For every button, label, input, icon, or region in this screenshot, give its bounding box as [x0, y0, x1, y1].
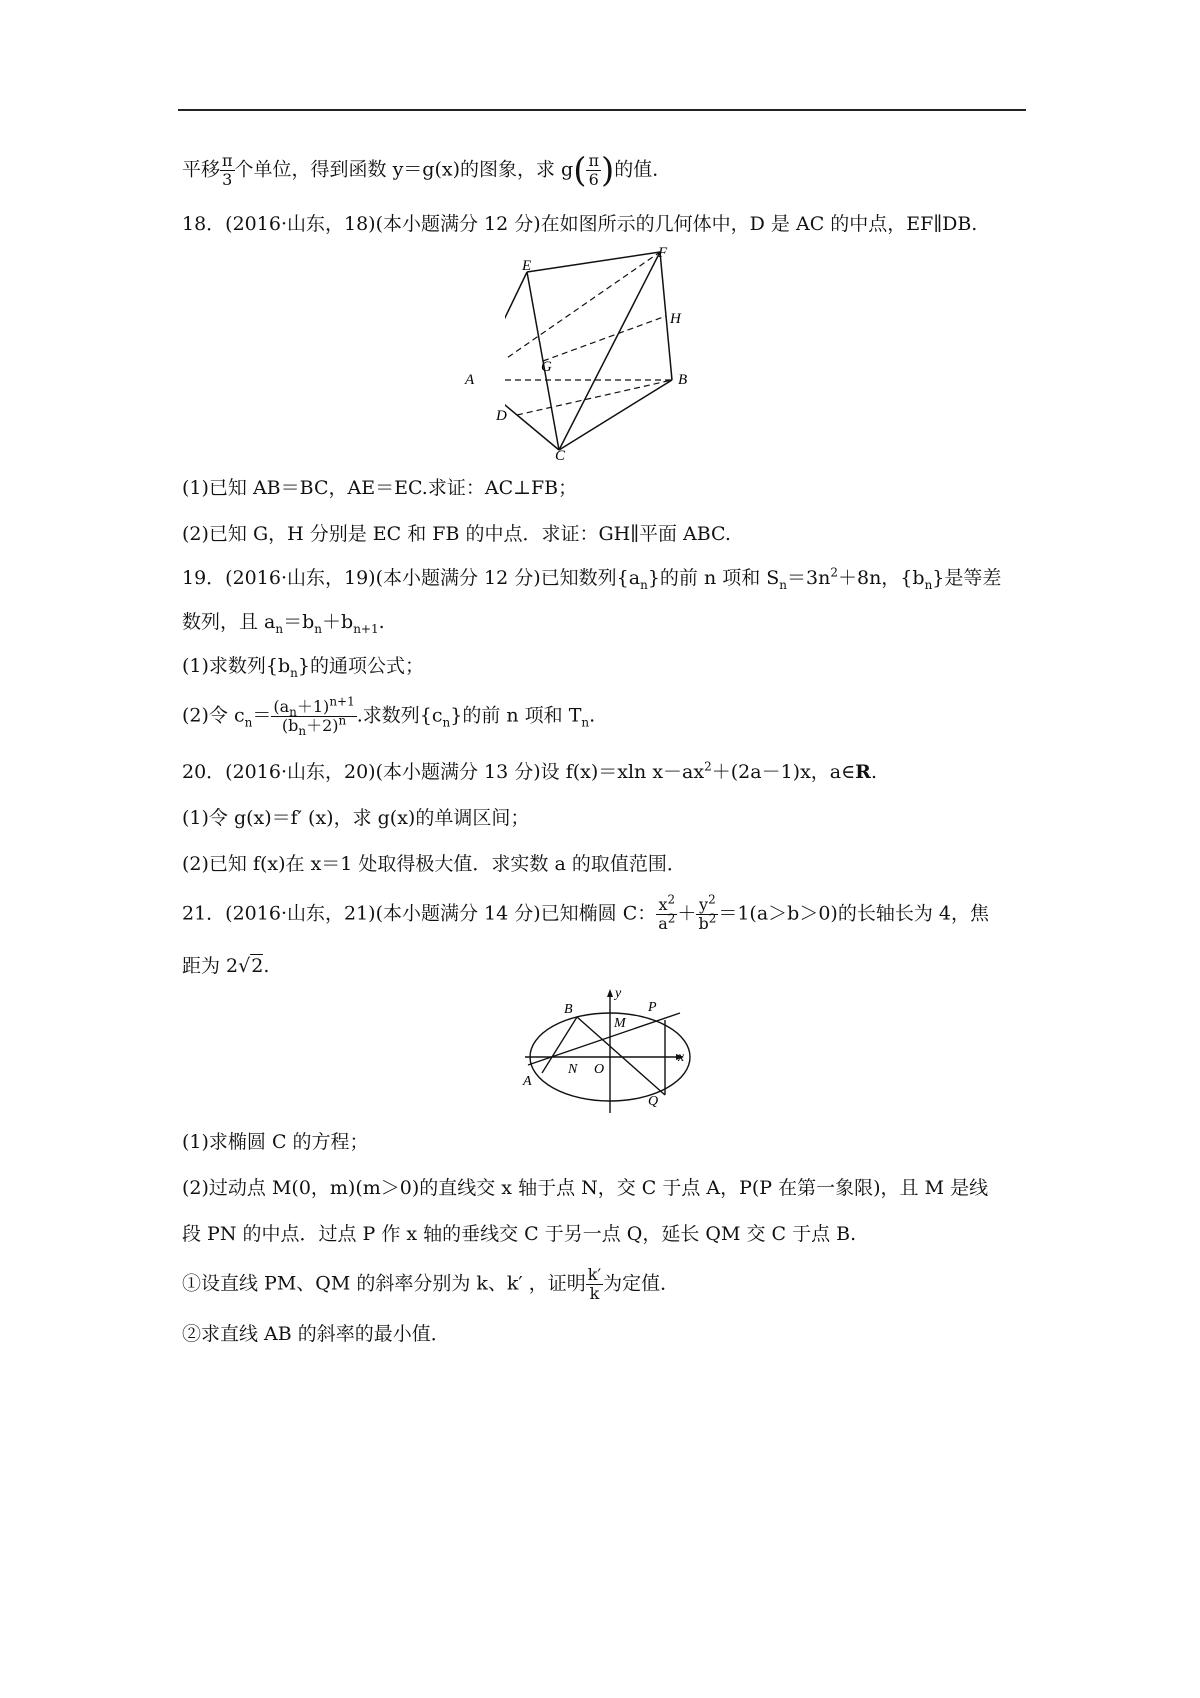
label-P: P [648, 1000, 657, 1015]
label-N: N [568, 1062, 578, 1077]
question-19-part2: (2)令 $c_n=$ $\frac{(a_n+1)^{n+1}}{(b_n+2)^n}$ .求数列$\{c_n\}$的前 n 项和 $T_n$. [182, 694, 596, 739]
label-B: B [564, 1002, 573, 1017]
question-21: 21．(2016·山东，21)(本小题满分 14 分)已知椭圆 C： $\frac{x^2}{a^2}$ ＋ $\frac{y^2}{b^2}$ ＝1(a＞b＞0)的长轴长为 4，焦 [182, 892, 989, 933]
question-21-part1: (1)求椭圆 C 的方程； [182, 1131, 369, 1153]
fraction-cn: $\frac{(a_n+1)^{n+1}}{(b_n+2)^n}$ [273, 694, 355, 739]
question-20-part1: (1)令 g(x)＝f′ (x)，求 g(x)的单调区间； [182, 807, 530, 829]
label-H: H [670, 311, 681, 327]
question-19: 19．(2016·山东，19)(本小题满分 12 分)已知数列$\{a_n\}$的前 n 项和 $S_n=3n^2+8n$，$\{b_n\}$是等差 [182, 565, 1002, 592]
text-line-translate: 平移 $\frac{\pi}{3}$ 个单位，得到函数 y＝g(x)的图象，求 g( $\frac{\pi}{6}$ )的值． [182, 150, 672, 191]
label-B: B [678, 372, 688, 388]
label-A: A [465, 372, 475, 388]
question-19-line2: 数列，且 $a_n=b_n+b_{n+1}$. [182, 611, 385, 636]
question-18: 18．(2016·山东，18)(本小题满分 12 分)在如图所示的几何体中，D 是 AC 的中点，EF∥DB. [182, 213, 978, 235]
question-21-subpart1: ①设直线 PM、QM 的斜率分别为 k、k′ ，证明 $\frac{k'}{k}$ 为定值． [182, 1265, 680, 1303]
label-x: x [678, 1050, 685, 1065]
question-21-subpart2: ②求直线 AB 的斜率的最小值． [182, 1323, 450, 1345]
question-21-line2: 距为 2√2. [182, 955, 270, 977]
fraction-pi-6: $\frac{\pi}{6}$ [588, 151, 599, 189]
question-21-part2-line2: 段 PN 的中点．过点 P 作 x 轴的垂线交 C 于另一点 Q，延长 QM 交 C 于点 B. [182, 1223, 857, 1245]
question-19-part1: (1)求数列$\{b_n\}$的通项公式； [182, 655, 424, 680]
fraction-y2-b2: $\frac{y^2}{b^2}$ [698, 892, 717, 933]
fraction-k-prime-k: $\frac{k'}{k}$ [587, 1265, 602, 1303]
question-18-part2: (2)已知 G，H 分别是 EC 和 FB 的中点．求证：GH∥平面 ABC. [182, 523, 731, 545]
label-G: G [541, 359, 552, 375]
fraction-x2-a2: $\frac{x^2}{a^2}$ [658, 892, 676, 933]
figure-ellipse-labels [520, 985, 720, 1120]
question-21-part2-line1: (2)过动点 M(0，m)(m＞0)的直线交 x 轴于点 N，交 C 于点 A，P(P 在第一象限)，且 M 是线 [182, 1177, 989, 1199]
fraction-pi-3: $\frac{\pi}{3}$ [222, 151, 233, 189]
header-rule [178, 109, 1026, 111]
figure-geometry-labels [460, 245, 720, 465]
question-20: 20．(2016·山东，20)(本小题满分 13 分)设 f(x)＝xln $x-ax^2+(2a-1)x$，a∈R. [182, 759, 878, 783]
label-O: O [594, 1062, 605, 1077]
label-Q: Q [648, 1094, 659, 1109]
label-y: y [615, 986, 622, 1001]
label-E: E [522, 258, 532, 274]
label-F: F [658, 245, 668, 261]
question-18-part1: (1)已知 AB＝BC，AE＝EC.求证：AC⊥FB； [182, 477, 578, 499]
question-20-part2: (2)已知 f(x)在 x＝1 处取得极大值．求实数 a 的取值范围． [182, 853, 686, 875]
label-C: C [555, 448, 566, 464]
label-D: D [496, 408, 507, 424]
label-A: A [523, 1074, 532, 1089]
label-M: M [614, 1016, 626, 1031]
